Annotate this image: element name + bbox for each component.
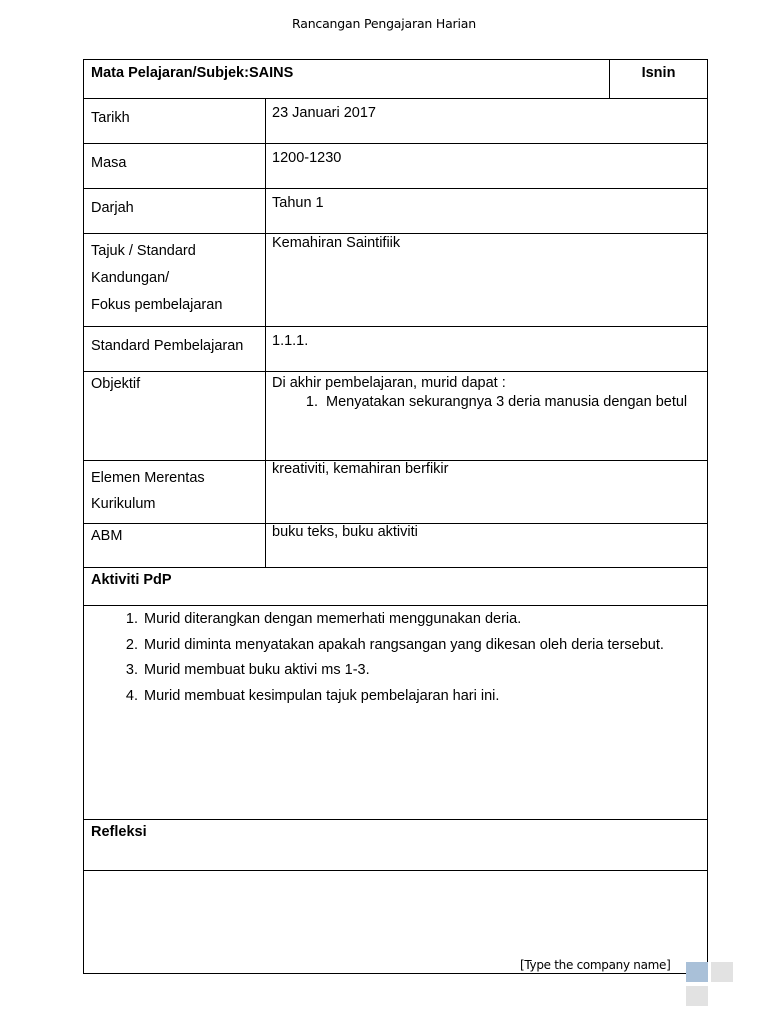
tajuk-label — [84, 234, 266, 327]
tajuk-row — [84, 234, 708, 327]
elemen-row — [84, 461, 708, 524]
abm-value: buku teks, buku aktiviti — [266, 524, 708, 568]
refleksi-label: Refleksi — [84, 820, 708, 871]
standard-label: Standard Pembelajaran — [84, 327, 266, 372]
aktiviti-list — [90, 606, 701, 709]
standard-value: 1.1.1. — [266, 327, 708, 372]
tajuk-label-line: Tajuk / Standard — [91, 243, 196, 259]
company-name-placeholder[interactable]: [Type the company name] — [520, 958, 671, 972]
objektif-label: Objektif — [84, 372, 266, 461]
elemen-label — [84, 461, 266, 524]
day-cell: Isnin — [610, 60, 708, 99]
darjah-label: Darjah — [84, 189, 266, 234]
elemen-label-line: Kurikulum — [91, 496, 156, 512]
objektif-item: 1. Menyatakan sekurangnya 3 deria manusia dengan betul — [322, 394, 701, 410]
refleksi-header-row — [84, 820, 708, 871]
aktiviti-item: 3. Murid membuat buku aktivi ms 1-3. — [142, 658, 701, 684]
abm-row — [84, 524, 708, 568]
aktiviti-header-row — [84, 568, 708, 606]
aktiviti-label: Aktiviti PdP — [84, 568, 708, 606]
tarikh-row — [84, 99, 708, 144]
objektif-intro: Di akhir pembelajaran, murid dapat : — [272, 375, 506, 391]
elemen-value: kreativiti, kemahiran berfikir — [266, 461, 708, 524]
aktiviti-content-row — [84, 606, 708, 820]
darjah-row — [84, 189, 708, 234]
objektif-list — [272, 394, 701, 410]
masa-value: 1200-1230 — [266, 144, 708, 189]
lesson-plan-table — [83, 59, 708, 974]
subject-cell: Mata Pelajaran/Subjek:SAINS — [84, 60, 610, 99]
tajuk-label-line: Kandungan/ — [91, 270, 170, 286]
masa-label: Masa — [84, 144, 266, 189]
aktiviti-item: 2. Murid diminta menyatakan apakah rangsangan yang dikesan oleh deria tersebut. — [142, 633, 701, 659]
abm-label: ABM — [84, 524, 266, 568]
darjah-value: Tahun 1 — [266, 189, 708, 234]
tarikh-value: 23 Januari 2017 — [266, 99, 708, 144]
footer-decor-square — [686, 962, 708, 982]
tajuk-label-line: Fokus pembelajaran — [91, 297, 223, 313]
tajuk-value: Kemahiran Saintifiik — [266, 234, 708, 327]
standard-row — [84, 327, 708, 372]
objektif-value — [266, 372, 708, 461]
aktiviti-item: 4. Murid membuat kesimpulan tajuk pembelajaran hari ini. — [142, 684, 701, 710]
aktiviti-content — [84, 606, 708, 820]
masa-row — [84, 144, 708, 189]
objektif-row — [84, 372, 708, 461]
tarikh-label: Tarikh — [84, 99, 266, 144]
subject-row — [84, 60, 708, 99]
page-header: Rancangan Pengajaran Harian — [292, 16, 476, 31]
footer-decor-square — [711, 962, 733, 982]
aktiviti-item: 1. Murid diterangkan dengan memerhati menggunakan deria. — [142, 607, 701, 633]
footer-decor-square — [686, 986, 708, 1006]
elemen-label-line: Elemen Merentas — [91, 470, 205, 486]
